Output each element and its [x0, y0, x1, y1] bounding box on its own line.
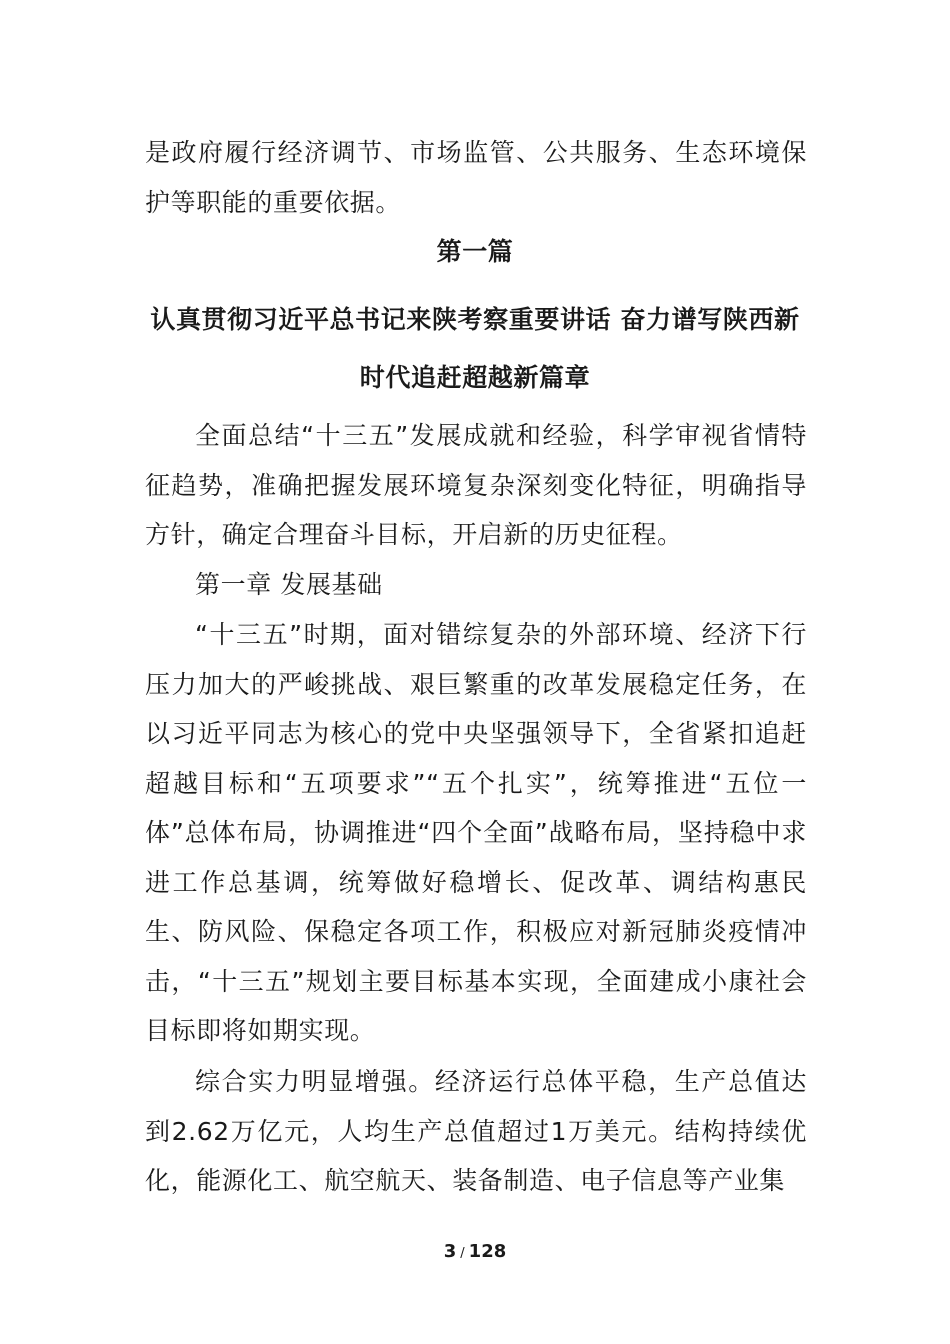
paragraph-intro-tail: 是政府履行经济调节、市场监管、公共服务、生态环境保护等职能的重要依据。 [145, 138, 807, 217]
current-page-number: 3 [443, 1241, 457, 1262]
paragraph-part-intro: 全面总结“十三五”发展成就和经验，科学审视省情特征趋势，准确把握发展环境复杂深刻变化特征，明确指导方针，确定合理奋斗目标，开启新的历史征程。 [145, 421, 807, 549]
part-label: 第一篇 [436, 237, 514, 266]
paragraph-strength: 综合实力明显增强。经济运行总体平稳，生产总值达到2.62万亿元，人均生产总值超过1万美元。结构持续优化，能源化工、航空航天、装备制造、电子信息等产业集 [145, 1067, 807, 1195]
chapter-heading: 第一章 发展基础 [195, 570, 383, 599]
page-number [0, 1240, 950, 1266]
paragraph-period: “十三五”时期，面对错综复杂的外部环境、经济下行压力加大的严峻挑战、艰巨繁重的改革发展稳定任务，在以习近平同志为核心的党中央坚强领导下，全省紧扣追赶超越目标和“五项要求”“五个扎实”，统筹推进“五位一体”总体布局，协调推进“四个全面”战略布局，坚持稳中求进工作总基调，统筹做好稳增长、促改革、调结构惠民生、防风险、保稳定各项工作，积极应对新冠肺炎疫情冲击，“十三五”规划主要目标基本实现，全面建成小康社会目标即将如期实现。 [145, 620, 807, 1045]
page-separator: / [460, 1246, 465, 1261]
part-title: 认真贯彻习近平总书记来陕考察重要讲话 奋力谱写陕西新时代追赶超越新篇章 [150, 305, 800, 392]
total-pages: 128 [468, 1241, 507, 1262]
